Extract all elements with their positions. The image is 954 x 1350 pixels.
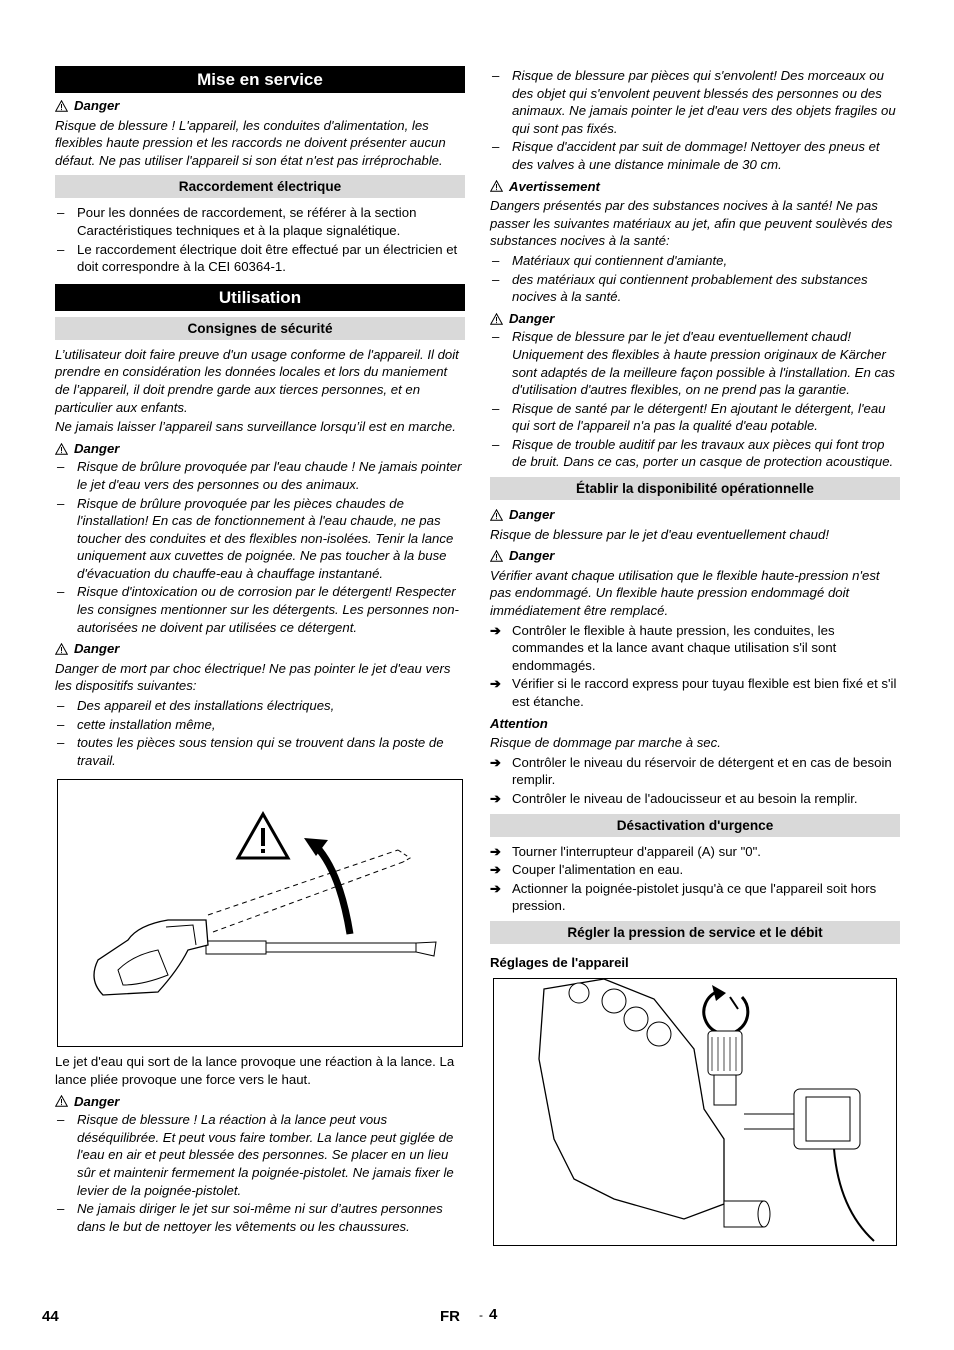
danger-list [55, 697, 465, 769]
list-item: – Risque de trouble auditif par les travaux aux pièces qui font trop de bruit. Dans ce cas, porter un casque de protection acoustique. [492, 436, 894, 470]
step-list [490, 622, 900, 711]
step-item: ➔ Actionner la poignée-pistolet jusqu'à ce que l'appareil soit hors pression. [490, 880, 877, 914]
warning-triangle-icon [490, 180, 503, 192]
danger-heading: Danger [55, 640, 465, 658]
warning-heading: Avertissement [490, 178, 900, 196]
list-item: – des matériaux qui contiennent probablement des substances nocives à la santé. [492, 271, 868, 305]
figure-caption: Le jet d'eau qui sort de la lance provoque une réaction à la lance. La lance pliée provoque une force vers le haut. [55, 1054, 455, 1087]
list-item: – Risque de blessure par pièces qui s'envolent! Des morceaux ou des objet qui s'envolent peuvent blessés des personnes ou des animaux. Ne jamais pointer le jet d'eau vers des objets fragiles ou qui sont pas fixés. [492, 68, 896, 136]
spray-lance-figure [57, 779, 463, 1047]
attention-label: Attention [490, 715, 548, 731]
sub-heading-raccordement: Raccordement électrique [55, 175, 465, 198]
step-item: ➔ Contrôler le niveau de l'adoucisseur et au besoin la remplir. [490, 790, 858, 806]
sub-page-number: 4 [489, 1306, 498, 1323]
warning-triangle-icon [55, 1095, 68, 1107]
left-column [55, 66, 465, 1236]
section-heading-utilisation: Utilisation [55, 284, 465, 311]
consignes-text: L’utilisateur doit faire preuve d'un usage conforme de l'appareil. Il doit prendre en considération les données locales et lors du maniement de l’appareil, il doit prendre garde aux tierces personnes, et en particulier aux enfants. [55, 346, 459, 415]
warning-triangle-icon [490, 509, 503, 521]
danger-heading: Danger [490, 310, 900, 328]
arrow-right-icon: ➔ [490, 862, 502, 878]
list-item: – Le raccordement électrique doit être effectué par un électricien et doit correspondre à la CEI 60364-1. [57, 241, 458, 275]
step-list [490, 843, 900, 915]
section-heading-mise-en-service: Mise en service [55, 66, 465, 93]
list-item: – Matériaux qui contiennent d'amiante, [492, 252, 728, 268]
danger-heading [55, 97, 465, 115]
danger-label: Danger [74, 98, 120, 113]
pump-valve-figure [493, 978, 897, 1246]
list-item: – Risque de blessure ! La réaction à la lance peut vous déséquilibrée. Et peut vous faire tomber. La lance peut giglée de l'eau en air et peut blessée des personnes. Se placer en un lieu sûr et maintenir fermement la poignée-pistolet. Ne jamais fixer le levier de la poignée-pistolet. [57, 1112, 454, 1198]
consignes-text-2: Ne jamais laisser l’appareil sans surveillance lorsqu’il est en marche. [55, 419, 456, 435]
step-item: ➔ Couper l'alimentation en eau. [490, 862, 684, 878]
sub-page-separator: - [479, 1308, 483, 1322]
spray-gun-illustration [58, 780, 462, 1046]
warning-triangle-icon [55, 443, 68, 455]
sub-heading-etablir: Établir la disponibilité opérationnelle [490, 477, 900, 500]
warning-list [490, 252, 900, 306]
sub-heading-desactivation: Désactivation d'urgence [490, 814, 900, 837]
pump-valve-illustration [494, 979, 896, 1245]
list-item: – Ne jamais diriger le jet sur soi-même ni sur d’autres personnes dans le but de nettoyer les vêtements ou les chaussures. [57, 1201, 443, 1234]
arrow-right-icon: ➔ [490, 843, 502, 859]
page-number: 44 [42, 1308, 59, 1325]
warning-triangle-icon [490, 550, 503, 562]
danger-text: Risque de blessure ! L'appareil, les conduites d'alimentation, les flexibles haute pression et les raccords ne doivent présenter aucun défaut. Ne pas utiliser l'appareil si son état n'est pas irréprochable. [55, 117, 446, 168]
page-footer [42, 1304, 912, 1330]
arrow-right-icon: ➔ [490, 622, 502, 638]
list-item: – cette installation même, [57, 716, 216, 732]
warning-triangle-icon [55, 100, 68, 112]
danger-heading: Danger [490, 506, 900, 524]
warning-triangle-icon [490, 313, 503, 325]
reglages-label: Réglages de l'appareil [490, 954, 629, 970]
arrow-right-icon: ➔ [490, 880, 502, 896]
list-item: – Des appareil et des installations électriques, [57, 698, 335, 714]
danger-text: Danger de mort par choc électrique! Ne pas pointer le jet d'eau vers les dispositifs suivantes: [55, 660, 451, 694]
warning-text: Dangers présentés par des substances nocives à la santé! Ne pas passer les suivantes matériaux au jet, afin que peuvent soulèvés des substances nocives à la santé: [490, 198, 893, 249]
list-item: – Risque de brûlure provoquée par les pièces chaudes de l'installation! En cas de fonctionnement à l'eau chaude, ne pas toucher des conduites et des flexibles non-isolées. Tenir la lance uniquement aux cuvettes de poignée. Ne pas toucher à la buse d'évacuation du chauffe-eau à chauffage instantané. [57, 495, 454, 581]
sub-heading-consignes: Consignes de sécurité [55, 317, 465, 340]
danger-heading: Danger [55, 1093, 465, 1111]
danger-list [490, 328, 900, 471]
list-item: – Risque de brûlure provoquée par l'eau chaude ! Ne jamais pointer le jet d'eau vers des personnes ou des animaux. [57, 459, 462, 492]
step-item: ➔ Contrôler le niveau du réservoir de détergent et en cas de besoin remplir. [490, 754, 892, 788]
language-code: FR [440, 1308, 460, 1325]
arrow-right-icon: ➔ [490, 754, 502, 770]
danger-list [55, 458, 465, 636]
danger-list-continued [490, 67, 900, 174]
danger-heading: Danger [55, 440, 465, 458]
attention-text: Risque de dommage par marche à sec. [490, 735, 721, 751]
step-item: ➔ Contrôler le flexible à haute pression, les conduites, les commandes et la lance avant chaque utilisation s'il sont endommagés. [490, 622, 837, 673]
list-item: – Risque de santé par le détergent! En ajoutant le détergent, l'eau qui sort de l'appareil n'a pas la qualité d'eau potable. [492, 400, 886, 434]
danger-list [55, 1111, 465, 1235]
list-item: – Pour les données de raccordement, se référer à la section Caractéristiques techniques et à la plaque signalétique. [57, 205, 417, 238]
list-item: – toutes les pièces sous tension qui se trouvent dans la poste de travail. [57, 735, 444, 768]
step-item: ➔ Vérifier si le raccord express pour tuyau flexible est bien fixé et s'il est étanche. [490, 676, 897, 709]
list-item: – Risque d'intoxication ou de corrosion par le détergent! Respecter les consignes mentionner sur les détergents. Les personnes non-autorisées ne doivent par utilisées ce détergent. [57, 584, 459, 635]
danger-text: Vérifier avant chaque utilisation que le flexible haute-pression n'est pas endommagé. Un flexible haute pression endommagé doit immédiatement être remplacé. [490, 567, 880, 619]
raccord-list [55, 204, 465, 275]
arrow-right-icon: ➔ [490, 790, 502, 806]
danger-heading: Danger [490, 547, 900, 565]
step-item: ➔ Tourner l'interrupteur d'appareil (A) sur "0". [490, 843, 761, 859]
list-item: – Risque de blessure par le jet d'eau eventuellement chaud! Uniquement des flexibles à haute pression originaux de Kärcher sont adaptés de la meilleure façon possible à l'installation. En cas d'utilisation d'autres flexibles, on ne prend pas la garantie. [492, 329, 895, 398]
right-column [490, 66, 900, 1246]
step-list [490, 754, 900, 808]
warning-triangle-icon [55, 643, 68, 655]
arrow-right-icon: ➔ [490, 676, 502, 692]
danger-text: Risque de blessure par le jet d'eau eventuellement chaud! [490, 526, 830, 542]
sub-heading-regler: Régler la pression de service et le débit [490, 921, 900, 944]
list-item: – Risque d'accident par suit de dommage! Nettoyer des pneus et des valves à une distance minimale de 30 cm. [492, 139, 880, 172]
